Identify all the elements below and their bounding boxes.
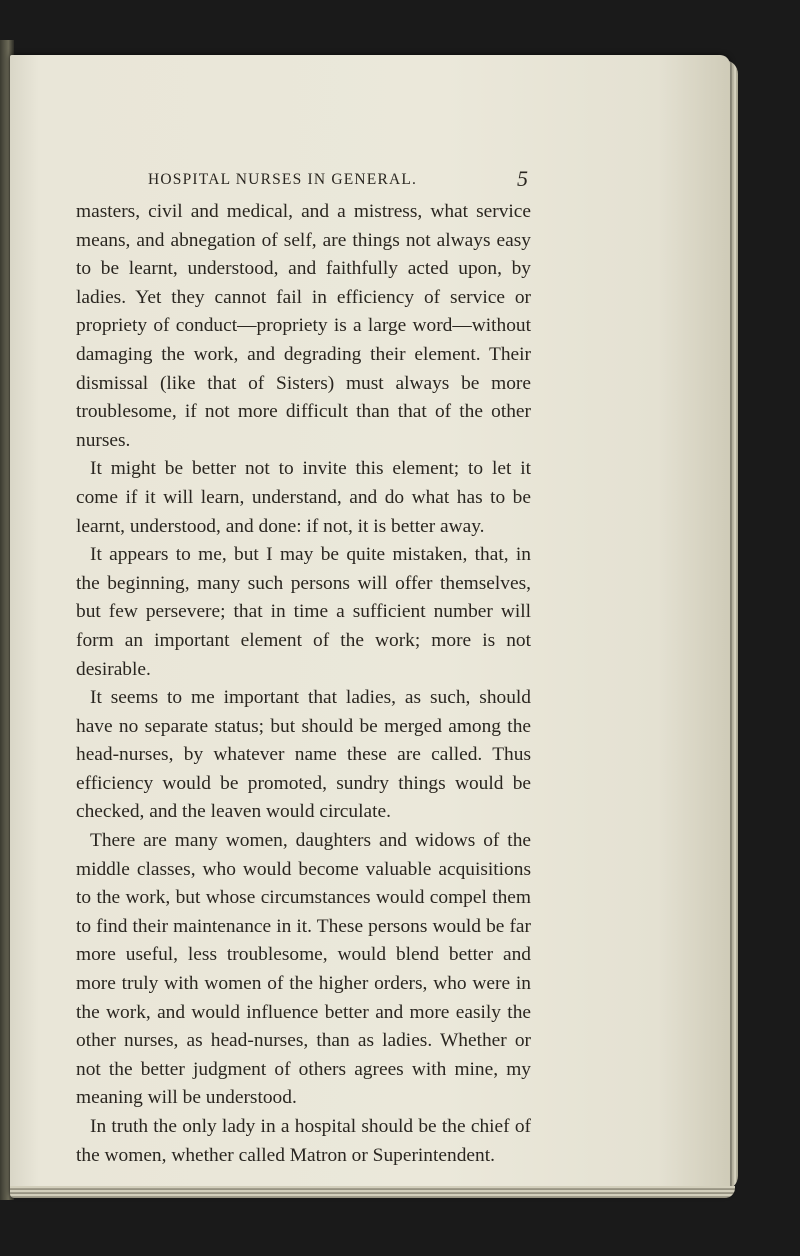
paragraph: It seems to me important that ladies, as such, should have no separate status; but should be merged among the head-nurses, by whatever name these are called. Thus efficiency would be promoted, sundry things would be checked, and the leaven would circulate. [76, 687, 531, 823]
body-text [76, 198, 531, 1170]
paragraph-continued: masters, civil and medical, and a mistress, what service means, and abnegation of self, are things not always easy to be learnt, understood, and faithfully acted upon, by ladies. Yet they cannot fail in efficiency of service or propriety of conduct—propriety is a large word—without damaging the work, and degrading their element. Their dismissal (like that of Sisters) must always be more troublesome, if not more difficult than that of the other nurses. [76, 201, 531, 451]
paragraph: It might be better not to invite this element; to let it come if it will learn, understand, and do what has to be learnt, understood, and done: if not, it is better away. [76, 458, 531, 537]
paragraph: In truth the only lady in a hospital should be the chief of the women, whether called Matron or Superintendent. [76, 1116, 531, 1166]
page-stack-edge-bottom [10, 1186, 735, 1198]
page-number: 5 [517, 166, 528, 191]
paragraph: It appears to me, but I may be quite mistaken, that, in the beginning, many such persons will offer themselves, but few persevere; that in time a sufficient number will form an important element of the work; more is not desirable. [76, 544, 531, 680]
page-header [142, 167, 532, 197]
running-head: HOSPITAL NURSES IN GENERAL. [148, 171, 418, 188]
paragraph: There are many women, daughters and widows of the middle classes, who would become valuable acquisitions to the work, but whose circumstances would compel them to find their maintenance in it. These persons would be far more useful, less troublesome, would blend better and more truly with women of the higher orders, who were in the work, and would influence better and more easily the other nurses, as head-nurses, than as ladies. Whether or not the better judgment of others agrees with mine, my meaning will be understood. [76, 830, 531, 1109]
